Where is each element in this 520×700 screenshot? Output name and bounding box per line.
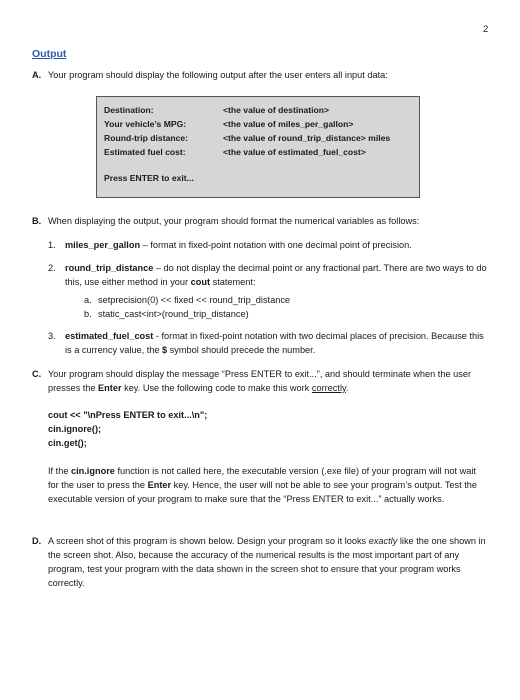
item-b-letter: B. [32,216,42,226]
item-d-text-1: A screen shot of this program is shown below. Design your program so it looks [48,536,369,546]
sublist-num: b. [84,309,92,319]
item-a-text: Your program should display the following output after the user enters all input data: [48,70,388,80]
para-bold: Enter [147,480,172,490]
para-text: If the [48,466,71,476]
code-line: cin.get(); [48,438,87,448]
box-value-mpg: <the value of miles_per_gallon> [223,119,354,129]
para-text: function is not called here, the executable version (.exe file) of your program will not wait for the user to press the [48,466,476,490]
page-number: 2 [483,24,489,35]
code-line: cin.ignore(); [48,424,102,434]
para-text: key. Hence, the user will not be able to see your program’s output. Test the executable version of your program to make sure that the “Press ENTER to exit...” actually works. [48,480,478,504]
list-bold: estimated_fuel_cost [65,331,154,341]
item-c-text-3: . [345,383,349,393]
box-label-fuel-cost: Estimated fuel cost: [104,147,186,157]
para-bold: cin.ignore [70,466,115,476]
list-text [65,261,487,289]
item-c [32,367,492,393]
box-value-distance: <the value of round_trip_distance> miles [223,133,391,143]
item-d-text-2: like the one shown in the screen shot. Also, because the accuracy of the numerical results is the most important part of any program, test your program with the data shown in the screen shot to ensure that your program works correctly. [48,536,486,588]
item-c-text-1: Your program should display the message “Press ENTER to exit...”, and should terminate when the user presses the [48,369,472,393]
item-c-text [48,367,492,395]
box-value-destination: <the value of destination> [223,105,330,115]
section-title: Output [32,48,67,60]
list-bold: cout [190,277,211,287]
list-body: symbol should precede the number. [167,345,316,355]
list-body: - format in fixed-point notation with two decimal places of precision. Because this is a currency value, the [65,331,484,355]
list-text [65,329,487,357]
list-body: – do not display the decimal point or any fractional part. There are two ways to do this, use either method in your [65,263,487,287]
sample-output-box [96,96,420,198]
item-a-letter: A. [32,70,42,80]
list-body: – format in fixed-point notation with one decimal point of precision. [140,240,412,250]
sublist-num: a. [84,295,92,305]
sublist-text: static_cast<int>(round_trip_distance) [98,309,249,319]
item-a [32,68,492,82]
list-text [65,238,487,252]
code-line: cout << "\nPress ENTER to exit...\n"; [48,410,208,420]
box-label-destination: Destination: [104,105,154,115]
item-b [32,214,492,228]
item-c-paragraph [48,464,488,506]
sublist-text: setprecision(0) << fixed << round_trip_distance [98,295,291,305]
box-value-fuel-cost: <the value of estimated_fuel_cost> [223,147,366,157]
list-num: 2. [48,263,56,273]
item-d-text [48,534,492,590]
item-b-text: When displaying the output, your program should format the numerical variables as follows: [48,216,420,226]
box-label-mpg: Your vehicle’s MPG: [104,119,187,129]
list-body: statement: [210,277,256,287]
item-c-text-2: key. Use the following code to make this work [121,383,312,393]
box-press-enter: Press ENTER to exit... [104,173,194,183]
item-d-letter: D. [32,536,42,546]
item-d-italic: exactly [368,536,398,546]
item-c-underlined: correctly [311,383,346,393]
item-c-letter: C. [32,369,42,379]
item-c-bold: Enter [98,383,122,393]
list-bold: round_trip_distance [65,263,154,273]
item-d [32,534,492,588]
box-label-distance: Round-trip distance: [104,133,189,143]
list-bold: miles_per_gallon [65,240,141,250]
list-num: 3. [48,331,56,341]
list-bold: $ [162,345,168,355]
list-num: 1. [48,240,56,250]
